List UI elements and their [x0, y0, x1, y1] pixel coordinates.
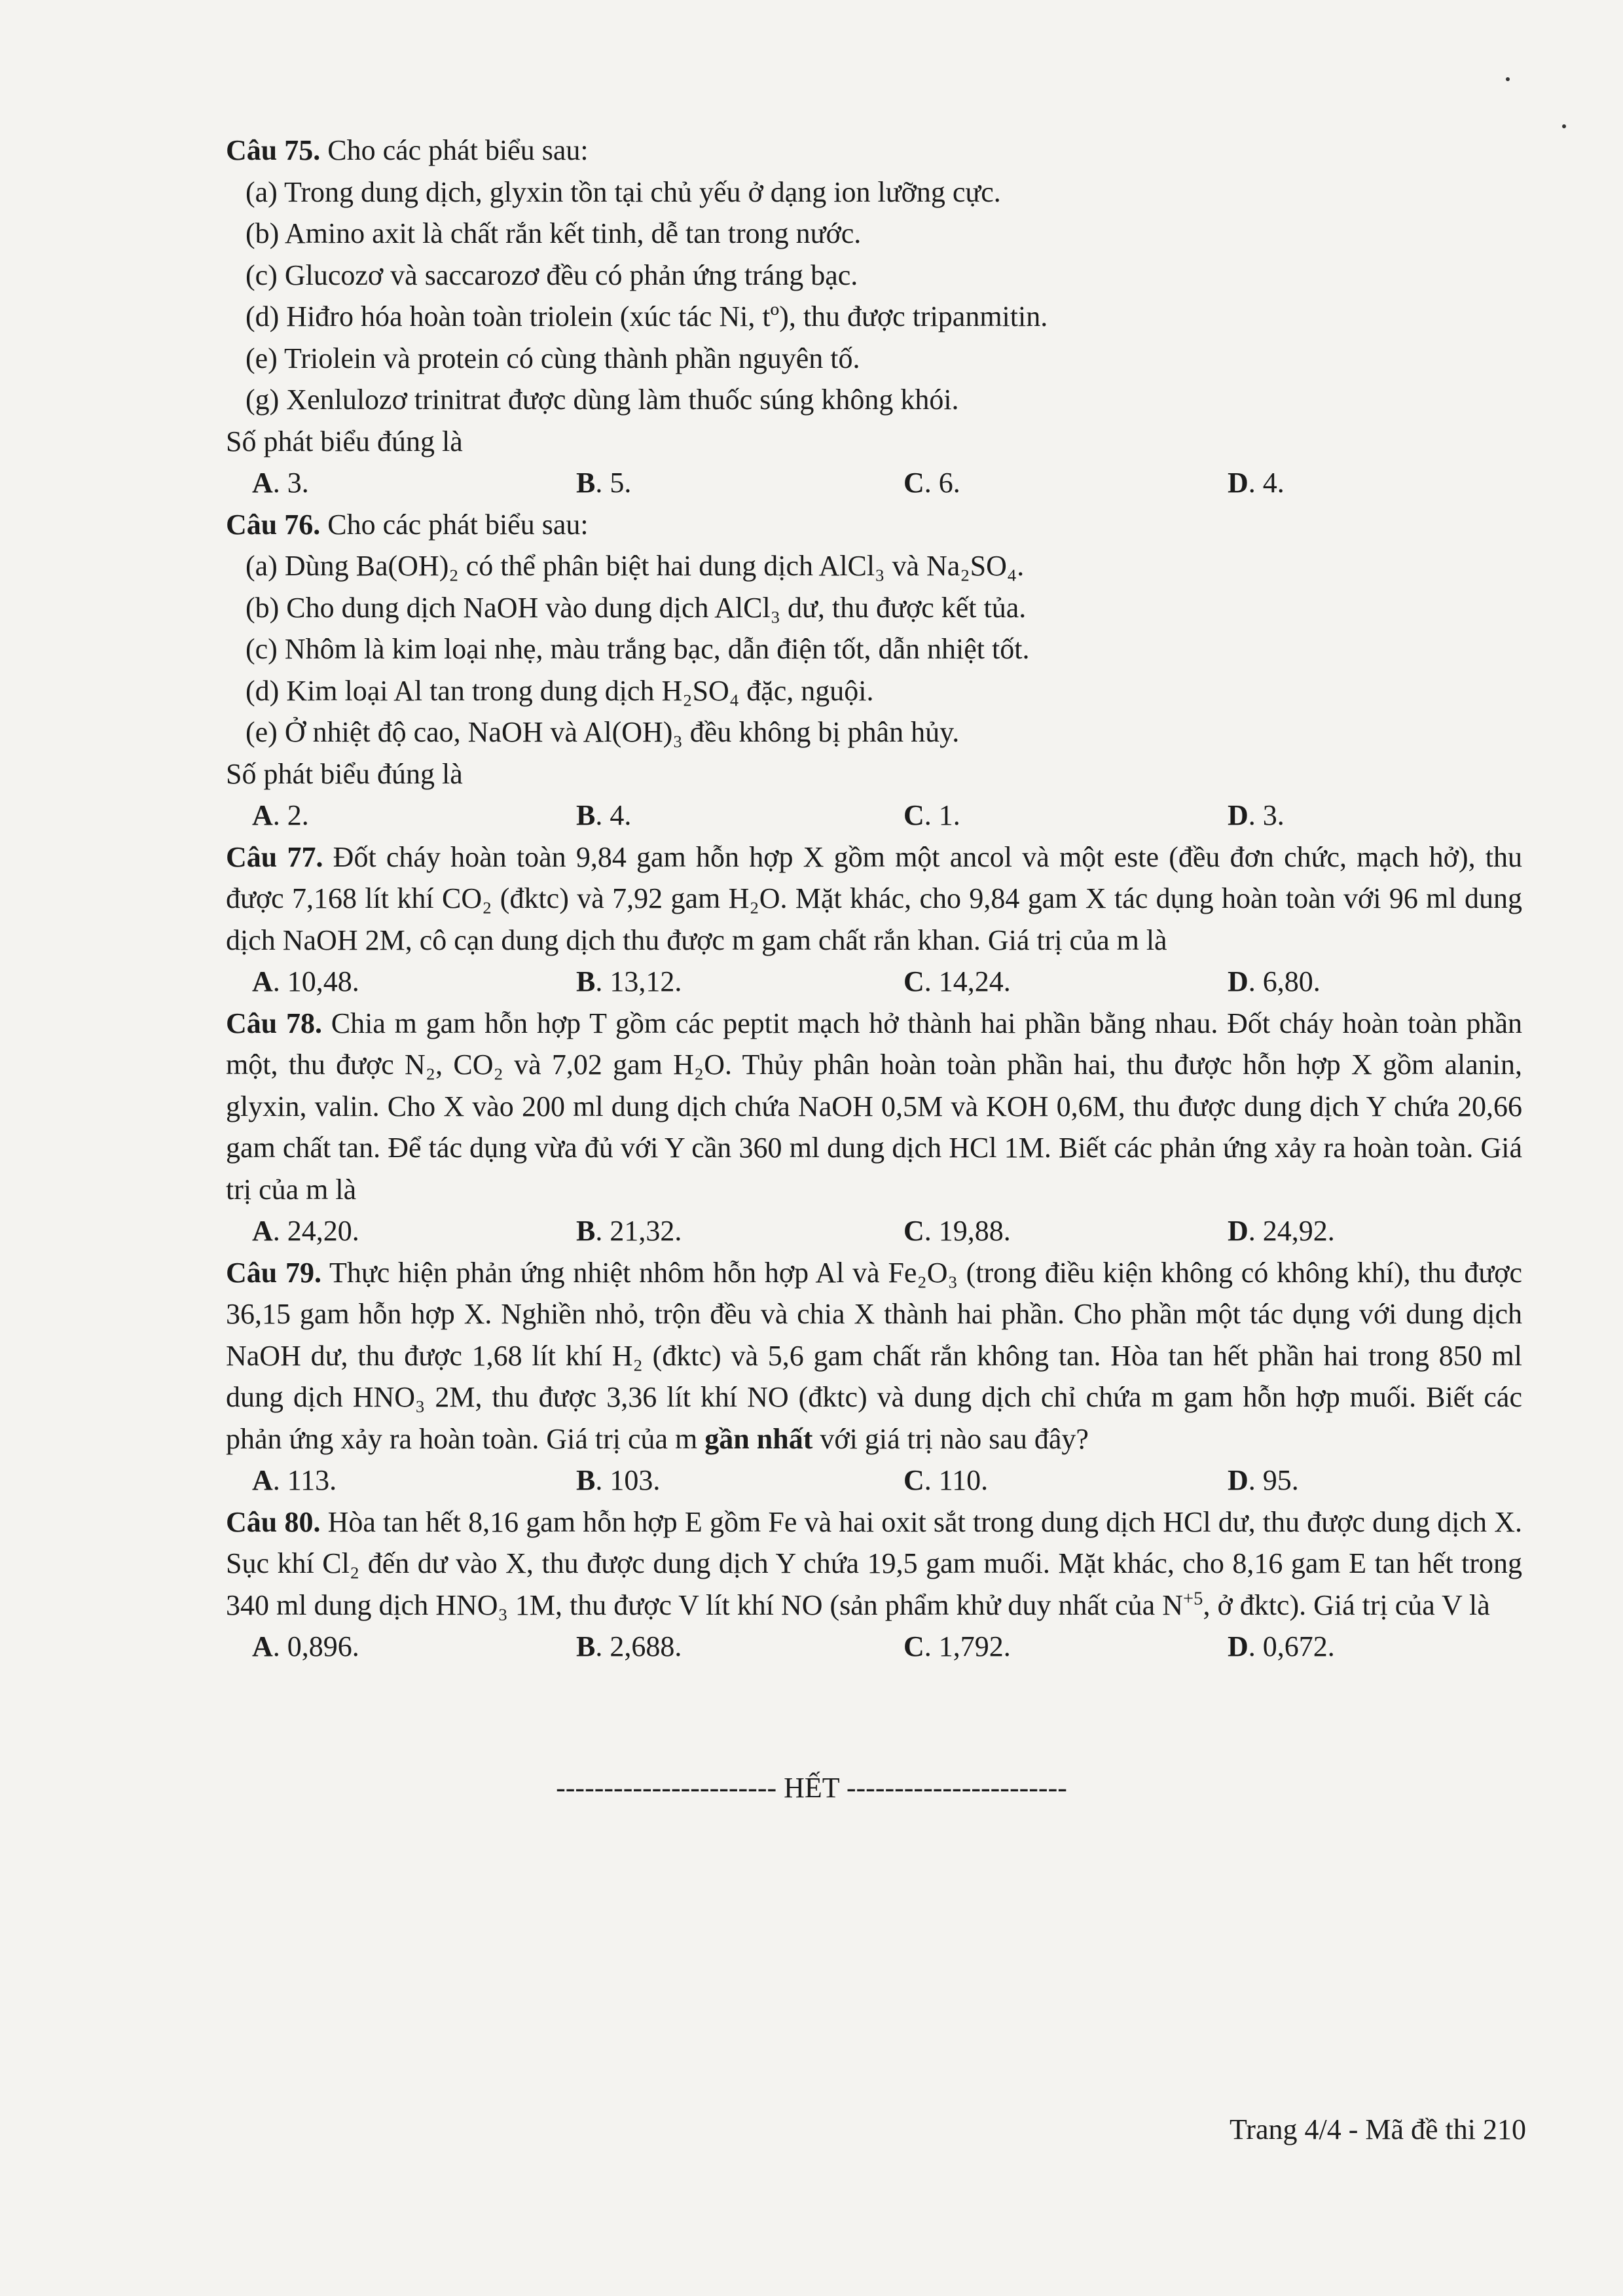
question-label: Câu 78. — [226, 1007, 322, 1039]
question-78 — [226, 1003, 1522, 1252]
option-d[interactable]: D. 24,92. — [1228, 1215, 1335, 1247]
option-d[interactable]: D. 6,80. — [1228, 965, 1321, 997]
statement: (b) Amino axit là chất rắn kết tinh, dễ tan trong nước. — [246, 217, 862, 249]
option-b[interactable]: B. 13,12. — [576, 965, 682, 997]
question-body-end: với giá trị nào sau đây? — [820, 1422, 1089, 1455]
question-79 — [226, 1252, 1522, 1501]
option-b[interactable]: B. 103. — [576, 1464, 661, 1496]
option-c[interactable]: C. 1,792. — [903, 1630, 1011, 1662]
question-77 — [226, 836, 1522, 1003]
statement: (e) Triolein và protein có cùng thành phần nguyên tố. — [246, 342, 860, 374]
question-80 — [226, 1501, 1522, 1668]
question-body: Đốt cháy hoàn toàn 9,84 gam hỗn hợp X gồm một ancol và một este (đều đơn chức, mạch hở), thu được 7,168 lít khí CO₂ (đktc) và 7,92 gam H₂O. Mặt khác, cho 9,84 gam X tác dụng hoàn toàn với 96 ml dung dịch NaOH 2M, cô cạn dung dịch thu được m gam chất rắn khan. Giá trị của m là — [226, 840, 1523, 956]
option-c[interactable]: C. 6. — [903, 467, 960, 499]
question-header — [226, 504, 1522, 546]
option-a[interactable]: A. 24,20. — [252, 1215, 359, 1247]
page-footer: Trang 4/4 - Mã đề thi 210 — [1229, 2113, 1526, 2145]
question-text — [226, 1003, 1522, 1211]
option-a[interactable]: A. 10,48. — [252, 965, 359, 997]
option-c[interactable]: C. 110. — [903, 1464, 989, 1496]
statement: (c) Glucozơ và saccarozơ đều có phản ứng tráng bạc. — [246, 259, 858, 291]
option-a[interactable]: A. 113. — [252, 1464, 337, 1496]
option-a[interactable]: A. 3. — [252, 467, 309, 499]
question-text — [226, 1252, 1522, 1460]
question-emphasis: gần nhất — [704, 1422, 813, 1455]
option-b[interactable]: B. 5. — [576, 467, 632, 499]
question-body-end: , ở đktc). Giá trị của V là — [1203, 1588, 1490, 1621]
answer-options — [226, 795, 1522, 836]
question-body: Chia m gam hỗn hợp T gồm các peptit mạch hở thành hai phần bằng nhau. Đốt cháy hoàn toàn phần một, thu được N₂, CO₂ và 7,02 gam H₂O. Thủy phân hoàn toàn phần hai, thu được hỗn hợp X gồm alanin, glyxin, valin. Cho X vào 200 ml dung dịch chứa NaOH 0,5M và KOH 0,6M, thu được dung dịch Y chứa 20,66 gam chất tan. Để tác dụng vừa đủ với Y cần 360 ml dung dịch HCl 1M. Biết các phản ứng xảy ra hoàn toàn. Giá trị của m là — [226, 1007, 1523, 1206]
question-prompt: Số phát biểu đúng là — [226, 757, 463, 790]
option-d[interactable]: D. 95. — [1228, 1464, 1299, 1496]
option-d[interactable]: D. 4. — [1228, 467, 1285, 499]
question-header — [226, 130, 1522, 171]
option-d[interactable]: D. 0,672. — [1228, 1630, 1335, 1662]
answer-options — [226, 1460, 1522, 1501]
scan-speck — [1506, 77, 1510, 81]
option-b[interactable]: B. 4. — [576, 799, 632, 831]
option-a[interactable]: A. 2. — [252, 799, 309, 831]
option-b[interactable]: B. 21,32. — [576, 1215, 682, 1247]
question-prompt: Số phát biểu đúng là — [226, 425, 463, 457]
option-b[interactable]: B. 2,688. — [576, 1630, 682, 1662]
question-body: Thực hiện phản ứng nhiệt nhôm hỗn hợp Al và Fe₂O₃ (trong điều kiện không có không khí), thu được 36,15 gam hỗn hợp X. Nghiền nhỏ, trộn đều và chia X thành hai phần. Cho phần một tác dụng với dung dịch NaOH dư, thu được 1,68 lít khí H₂ (đktc) và 5,6 gam chất rắn không tan. Hòa tan hết phần hai trong 850 ml dung dịch HNO₃ 2M, thu được 3,36 lít khí NO (đktc) và dung dịch chỉ chứa m gam hỗn hợp muối. Biết các phản ứng xảy ra hoàn toàn. Giá trị của m — [226, 1256, 1522, 1455]
question-text — [226, 1501, 1522, 1626]
question-intro: Cho các phát biểu sau: — [327, 508, 589, 541]
statement: (a) Dùng Ba(OH)₂ có thể phân biệt hai dung dịch AlCl₃ và Na₂SO₄. — [246, 550, 1025, 582]
option-c[interactable]: C. 19,88. — [903, 1215, 1011, 1247]
oxidation-state: +5 — [1183, 1588, 1203, 1609]
statement: (d) Hiđro hóa hoàn toàn triolein (xúc tác Ni, tº), thu được tripanmitin. — [246, 300, 1048, 332]
question-75 — [226, 130, 1522, 504]
answer-options — [226, 1626, 1522, 1668]
statement: (g) Xenlulozơ trinitrat được dùng làm thuốc súng không khói. — [246, 384, 959, 416]
option-c[interactable]: C. 14,24. — [903, 965, 1011, 997]
statement: (c) Nhôm là kim loại nhẹ, màu trắng bạc, dẫn điện tốt, dẫn nhiệt tốt. — [246, 633, 1030, 665]
statement: (b) Cho dung dịch NaOH vào dung dịch AlCl₃ dư, thu được kết tủa. — [246, 591, 1027, 624]
question-label: Câu 75. — [226, 134, 321, 166]
answer-options — [226, 462, 1522, 504]
question-label: Câu 77. — [226, 840, 323, 873]
question-body: Hòa tan hết 8,16 gam hỗn hợp E gồm Fe và hai oxit sắt trong dung dịch HCl dư, thu được dung dịch X. Sục khí Cl₂ đến dư vào X, thu được dung dịch Y chứa 19,5 gam muối. Mặt khác, cho 8,16 gam E tan hết trong 340 ml dung dịch HNO₃ 1M, thu được V lít khí NO (sản phẩm khử duy nhất của N — [226, 1505, 1522, 1621]
question-intro: Cho các phát biểu sau: — [327, 134, 589, 166]
statement: (d) Kim loại Al tan trong dung dịch H₂SO₄ đặc, nguội. — [246, 674, 874, 707]
question-label: Câu 79. — [226, 1256, 321, 1289]
answer-options — [226, 1210, 1522, 1252]
statement: (e) Ở nhiệt độ cao, NaOH và Al(OH)₃ đều không bị phân hủy. — [246, 716, 960, 748]
option-c[interactable]: C. 1. — [903, 799, 960, 831]
answer-options — [226, 961, 1522, 1003]
question-label: Câu 76. — [226, 508, 321, 541]
end-of-exam-marker: ----------------------- HẾT ----------------------- — [556, 1772, 1067, 1804]
option-a[interactable]: A. 0,896. — [252, 1630, 359, 1662]
question-list — [226, 130, 1522, 1668]
question-label: Câu 80. — [226, 1505, 321, 1538]
question-text — [226, 836, 1522, 961]
statement: (a) Trong dung dịch, glyxin tồn tại chủ yếu ở dạng ion lưỡng cực. — [246, 175, 1001, 208]
question-76 — [226, 504, 1522, 836]
scan-speck — [1562, 124, 1566, 128]
option-d[interactable]: D. 3. — [1228, 799, 1285, 831]
